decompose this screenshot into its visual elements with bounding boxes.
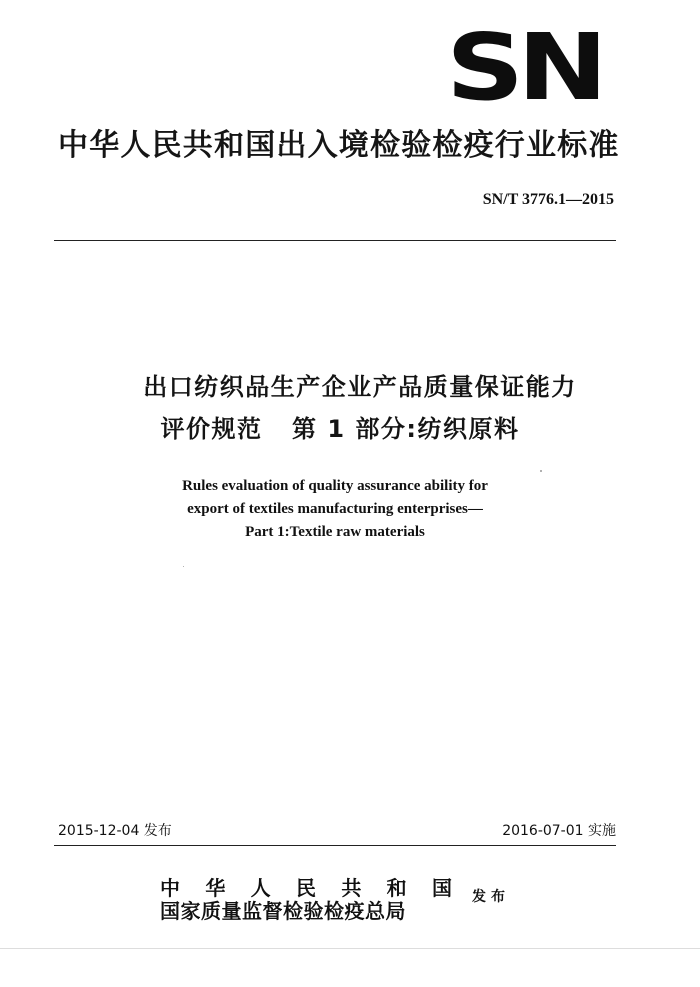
issuing-body-title: 中华人民共和国出入境检验检疫行业标准	[58, 128, 620, 163]
chinese-title-line-2: 评价规范 第 1 部分:纺织原料	[160, 415, 520, 443]
header-divider	[54, 240, 616, 241]
page-edge-line	[0, 948, 700, 949]
issuer-country-char: 和	[386, 876, 407, 900]
issuer-block	[160, 876, 540, 926]
issuer-agency: 国家质量监督检验检疫总局	[160, 899, 406, 923]
scan-speck	[183, 566, 184, 567]
sn-logo: SN	[446, 14, 601, 121]
issuer-country-char: 华	[205, 876, 226, 900]
publish-label: 发布	[472, 889, 510, 905]
english-title	[0, 475, 670, 544]
implementation-date: 2016-07-01 实施	[502, 823, 616, 839]
english-title-line-3: Part 1:Textile raw materials	[245, 524, 425, 540]
footer-divider	[54, 845, 616, 846]
issuer-country-char: 中	[160, 876, 180, 900]
issuer-country-char: 国	[431, 876, 452, 900]
issue-date: 2015-12-04 发布	[58, 823, 172, 839]
issuer-country	[160, 876, 452, 900]
chinese-title	[0, 366, 700, 450]
english-title-line-1: Rules evaluation of quality assurance ability for	[182, 478, 488, 494]
scan-speck	[540, 470, 542, 472]
issuer-country-char: 民	[295, 876, 316, 900]
standard-number: SN/T 3776.1—2015	[482, 191, 614, 208]
chinese-title-line-1: 出口纺织品生产企业产品质量保证能力	[143, 373, 577, 401]
issuer-country-char: 共	[341, 876, 362, 900]
issuer-country-char: 人	[250, 876, 271, 900]
english-title-line-2: export of textiles manufacturing enterprises—	[187, 501, 483, 517]
